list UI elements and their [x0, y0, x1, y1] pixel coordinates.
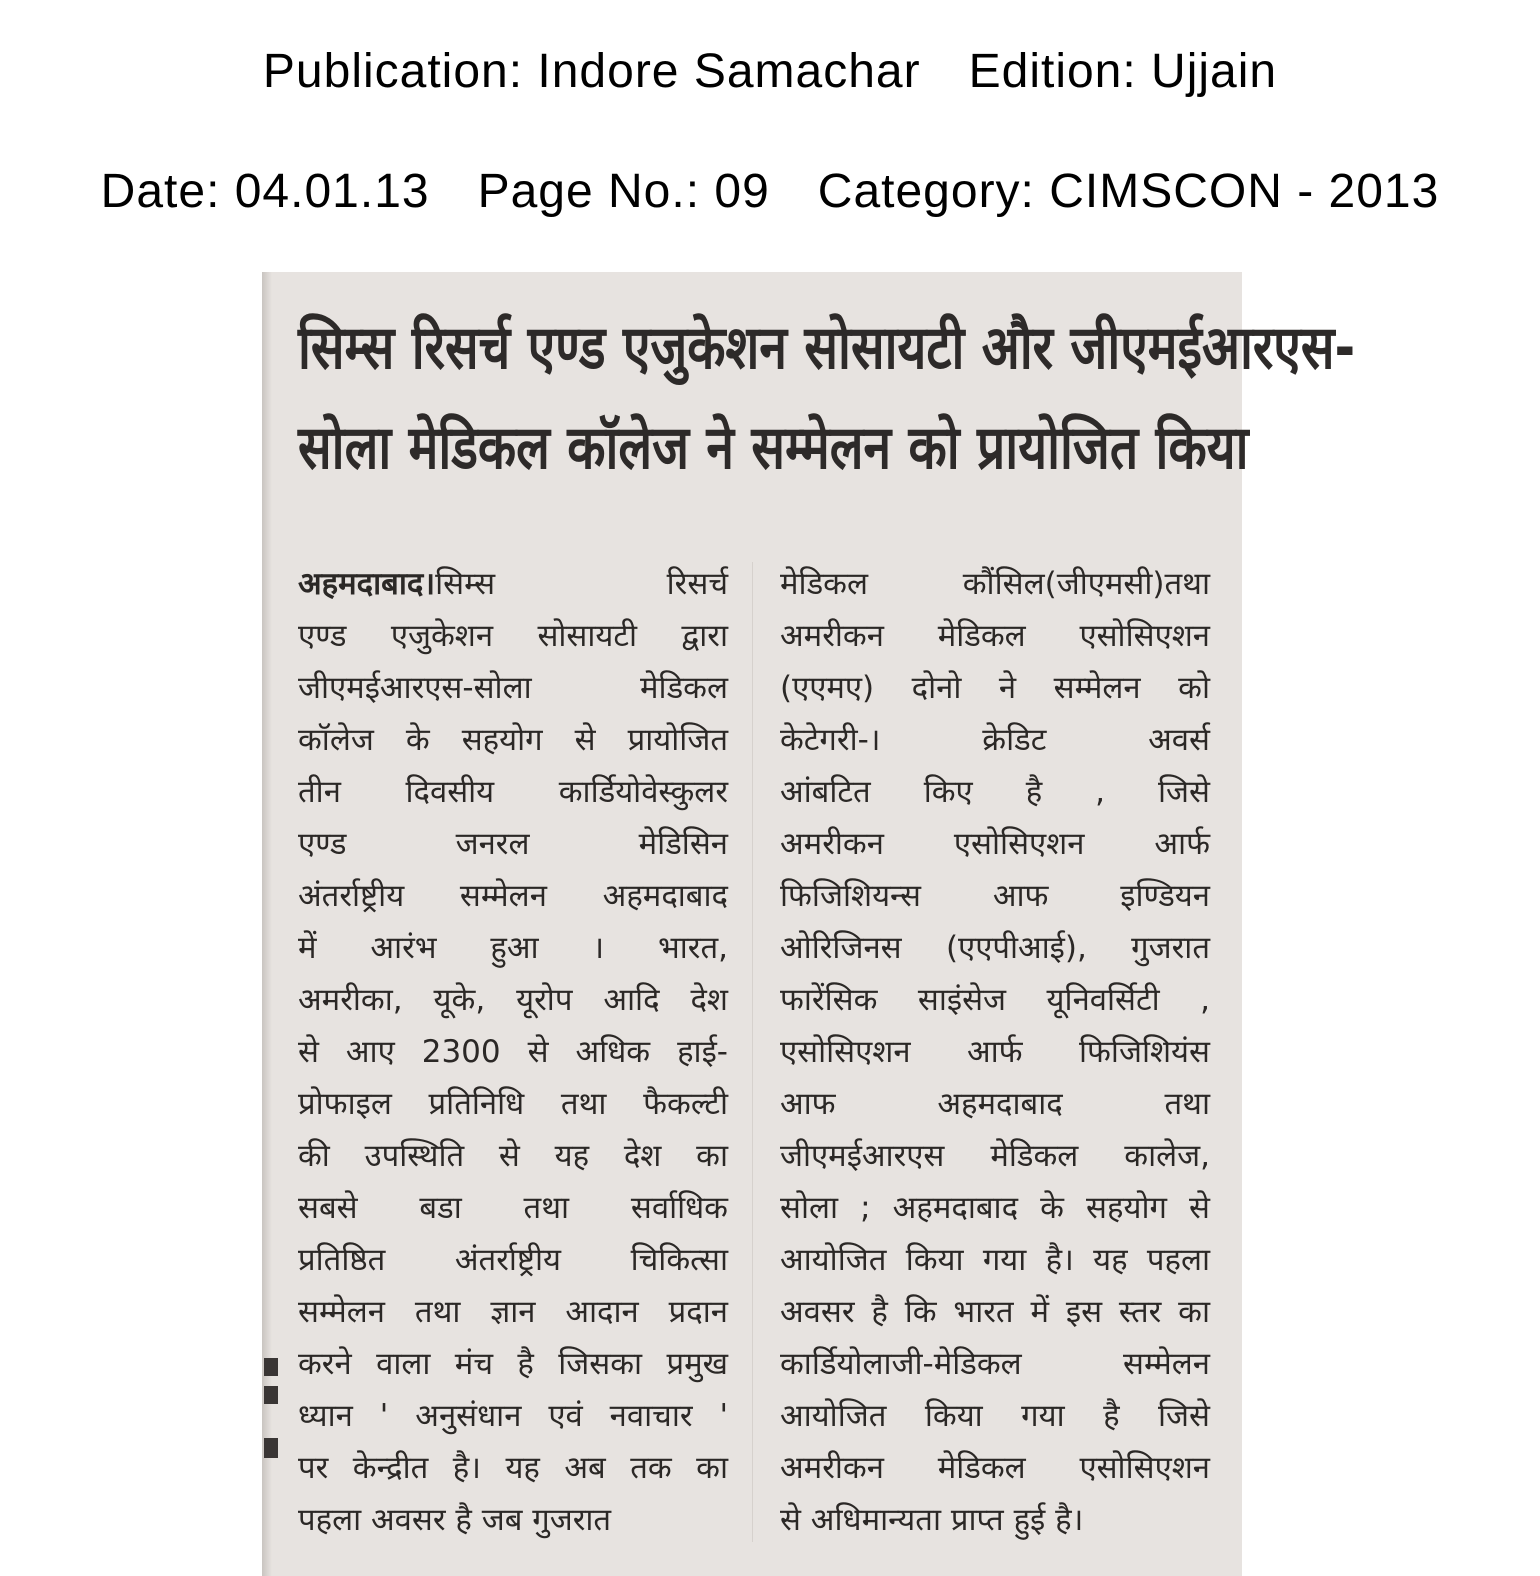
column-line: अमरीकन मेडिकल एसोसिएशन — [780, 1450, 1210, 1486]
page-number-label: Page No.: 09 — [477, 165, 770, 218]
column-line: (एएमए) दोनो ने सम्मेलन को — [780, 670, 1210, 706]
column-line: आयोजित किया गया है। यह पहला — [780, 1242, 1210, 1278]
column-line: प्रोफाइल प्रतिनिधि तथा फैकल्टी — [298, 1086, 728, 1122]
article-column-right — [780, 558, 1210, 1546]
column-line: कॉलेज के सहयोग से प्रायोजित — [298, 722, 728, 758]
column-line: फारेंसिक साइंसेज यूनिवर्सिटी , — [780, 982, 1210, 1018]
column-line: अवसर है कि भारत में इस स्तर का — [780, 1294, 1210, 1330]
column-line — [298, 558, 728, 610]
column-line: एण्ड जनरल मेडिसिन — [298, 826, 728, 862]
clipping-meta-row-2 — [0, 164, 1540, 220]
column-line: कार्डियोलाजी-मेडिकल सम्मेलन — [780, 1346, 1210, 1382]
column-line: सोला ; अहमदाबाद के सहयोग से — [780, 1190, 1210, 1226]
column-line: जीएमईआरएस मेडिकल कालेज, — [780, 1138, 1210, 1174]
column-line: से आए 2300 से अधिक हाई- — [298, 1034, 728, 1070]
column-line: ओरिजिनस (एएपीआई), गुजरात — [780, 930, 1210, 966]
edition-label: Edition: Ujjain — [968, 45, 1278, 98]
column-line: से अधिमान्यता प्राप्त हुई है। — [780, 1502, 1084, 1538]
column-line: सबसे बडा तथा सर्वाधिक — [298, 1190, 728, 1226]
column-line: तीन दिवसीय कार्डियोवेस्कुलर — [298, 774, 728, 810]
column-line: पहला अवसर है जब गुजरात — [298, 1502, 612, 1538]
column-divider — [752, 562, 753, 1542]
column-line: की उपस्थिति से यह देश का — [298, 1138, 728, 1174]
edge-print-mark — [264, 1438, 278, 1458]
article-dateline: अहमदाबाद। — [298, 566, 436, 602]
newspaper-clipping — [262, 272, 1356, 1576]
headline-line: सिम्स रिसर्च एण्ड एजुकेशन सोसायटी और जीएमईआरएस- — [298, 313, 1356, 383]
column-line: केटेगरी-। क्रेडिट अवर्स — [780, 722, 1210, 758]
column-line: में आरंभ हुआ । भारत, — [298, 930, 728, 966]
column-line: प्रतिष्ठित अंतर्राष्ट्रीय चिकित्सा — [298, 1242, 728, 1278]
column-line: फिजिशियन्स आफ इण्डियन — [780, 878, 1210, 914]
publication-label: Publication: Indore Samachar — [262, 45, 921, 98]
category-label: Category: CIMSCON - 2013 — [817, 165, 1440, 218]
column-line: मेडिकल कौंसिल(जीएमसी)तथा — [780, 566, 1210, 602]
column-line: अंतर्राष्ट्रीय सम्मेलन अहमदाबाद — [298, 878, 728, 914]
column-line: अमरीकन एसोसिएशन आर्फ — [780, 826, 1210, 862]
column-line: पर केन्द्रीत है। यह अब तक का — [298, 1450, 728, 1486]
clipping-meta-row-1 — [0, 44, 1540, 100]
edge-print-mark — [264, 1358, 278, 1376]
article-column-left — [298, 558, 728, 1546]
column-line: आंबटित किए है , जिसे — [780, 774, 1210, 810]
column-line-text: सिम्स रिसर्च — [435, 566, 728, 602]
headline-line: सोला मेडिकल कॉलेज ने सम्मेलन को प्रायोजित किया — [298, 413, 1249, 483]
clipping-edge-shadow — [262, 272, 272, 1576]
column-line: अमरीकन मेडिकल एसोसिएशन — [780, 618, 1210, 654]
column-line: सम्मेलन तथा ज्ञान आदान प्रदान — [298, 1294, 728, 1330]
column-line: ध्यान ' अनुसंधान एवं नवाचार ' — [298, 1398, 728, 1434]
column-line: करने वाला मंच है जिसका प्रमुख — [298, 1346, 728, 1382]
date-label: Date: 04.01.13 — [100, 165, 430, 218]
column-line: एण्ड एजुकेशन सोसायटी द्वारा — [298, 618, 728, 654]
column-line: आयोजित किया गया है जिसे — [780, 1398, 1210, 1434]
article-headline — [298, 298, 1356, 498]
column-line: आफ अहमदाबाद तथा — [780, 1086, 1210, 1122]
column-line: जीएमईआरएस-सोला मेडिकल — [298, 670, 728, 706]
column-line: अमरीका, यूके, यूरोप आदि देश — [298, 982, 728, 1018]
column-line: एसोसिएशन आर्फ फिजिशियंस — [780, 1034, 1210, 1070]
edge-print-mark — [264, 1386, 278, 1404]
